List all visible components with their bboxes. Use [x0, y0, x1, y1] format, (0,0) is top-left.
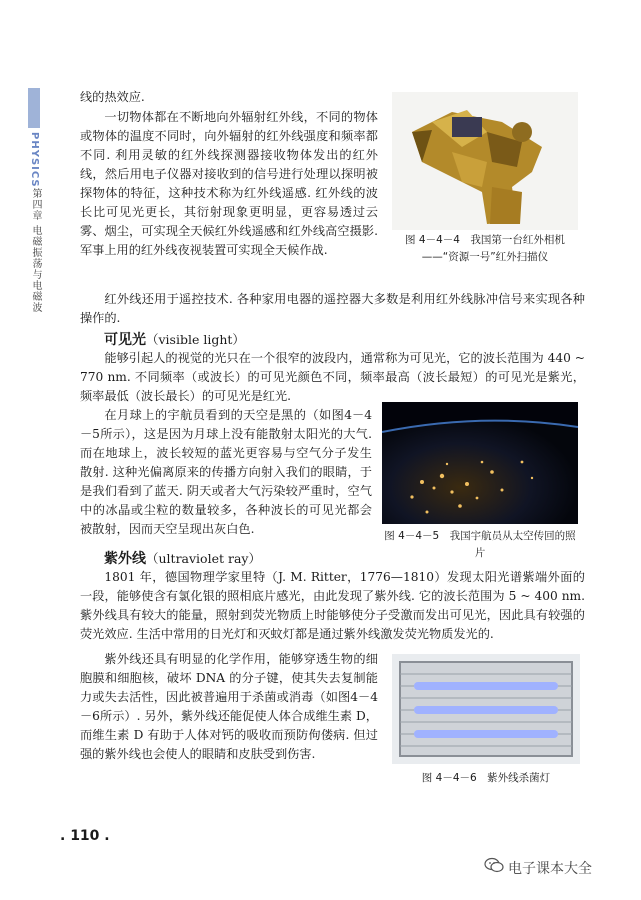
paragraph-infrared-remote-sensing: 一切物体都在不断地向外辐射红外线，不同的物体或物体的温度不同时，向外辐射的红外线强度和频率都不同. 利用灵敏的红外线探测器接收物体发出的红外线，然后用电子仪器对接收到的信号进行处理以探明被探物体的特征，这种技术称为红外线遥感. 红外线的波长比可见光更长，其衍射现象更明显，更容易透过云雾、烟尘，可实现全天候红外线遥感和红外线高空摄影. 军事上用的红外线夜视装置可实现全天候作战.	[80, 110, 378, 257]
figure-caption-earth-photo: 图 4－4－5 我国宇航员从太空传回的照片	[384, 530, 576, 559]
uv-lamp-image	[392, 654, 580, 764]
heading-visible-light-en: （visible light）	[146, 332, 245, 347]
paragraph-intro-end: 线的热效应.	[80, 90, 145, 104]
heading-ultraviolet-cn: 紫外线	[104, 551, 146, 567]
sidebar-accent-bar	[28, 88, 40, 128]
page-number: . 110 .	[60, 828, 110, 844]
subject-label: PHYSICS	[29, 132, 40, 188]
figure-earth-night-photo	[382, 402, 578, 524]
paragraph-infrared-remote-control: 红外线还用于遥控技术. 各种家用电器的遥控器大多数是利用红外线脉冲信号来实现各种操作的.	[80, 292, 585, 325]
wechat-icon	[484, 857, 504, 873]
paragraph-ultraviolet-discovery: 1801 年，德国物理学家里特（J. M. Ritter，1776—1810）发现太阳光谱紫端外面的一段，能够使含有氯化银的照相底片感光，由此发现了紫外线. 它的波长范围为 5 ~ 400 nm. 紫外线具有较大的能量，照射到荧光物质上时能够使分子受激而发出可见光，因此具有较强的荧光效应. 生活中常用的日光灯和灭蚊灯都是通过紫外线激发荧光物质发光的.	[80, 570, 585, 641]
figure-caption-uv-lamp: 图 4－4－6 紫外线杀菌灯	[421, 772, 551, 784]
watermark-text: 电子课本大全	[508, 861, 592, 877]
figure-caption-infrared-scanner: 图 4－4－4 我国第一台红外相机——“资源一号”红外扫描仪	[405, 234, 565, 263]
heading-visible-light	[104, 329, 245, 349]
heading-visible-light-cn: 可见光	[104, 332, 146, 348]
heading-ultraviolet	[104, 548, 261, 568]
chapter-label: 第四章 电磁振荡与电磁波	[30, 188, 41, 314]
infrared-scanner-image	[392, 92, 578, 230]
earth-night-image	[382, 402, 578, 524]
figure-infrared-scanner	[392, 92, 578, 230]
paragraph-sky-color: 在月球上的宇航员看到的天空是黑的（如图4－4－5所示），这是因为月球上没有能散射太阳光的大气. 而在地球上，波长较短的蓝光更容易与空气分子发生散射. 这种光偏离原来的传播方向射入我们的眼睛，于是我们看到了蓝天. 阴天或者大气污染较严重时，空气中的冰晶或尘粒的数量较多，各种波长的可见光都会被散射，因而天空呈现出灰白色.	[80, 408, 372, 536]
paragraph-ultraviolet-effects: 紫外线还具有明显的化学作用，能够穿透生物的细胞膜和细胞核，破坏 DNA 的分子键，使其失去复制能力或失去活性，因此被普遍用于杀菌或消毒（如图4－4－6所示）. 另外，紫外线还能促使人体合成维生素 D，而维生素 D 有助于人体对钙的吸收而预防佝偻病. 但过强的紫外线也会使人的眼睛和皮肤受到伤害.	[80, 652, 378, 761]
paragraph-visible-light: 能够引起人的视觉的光只在一个很窄的波段内，通常称为可见光，它的波长范围为 440 ~ 770 nm. 不同频率（或波长）的可见光颜色不同，频率最高（波长最短）的可见光是紫光，频率最低（波长最长）的可见光是红光.	[80, 351, 585, 403]
heading-ultraviolet-en: （ultraviolet ray）	[146, 551, 261, 566]
figure-uv-lamp	[392, 654, 580, 764]
